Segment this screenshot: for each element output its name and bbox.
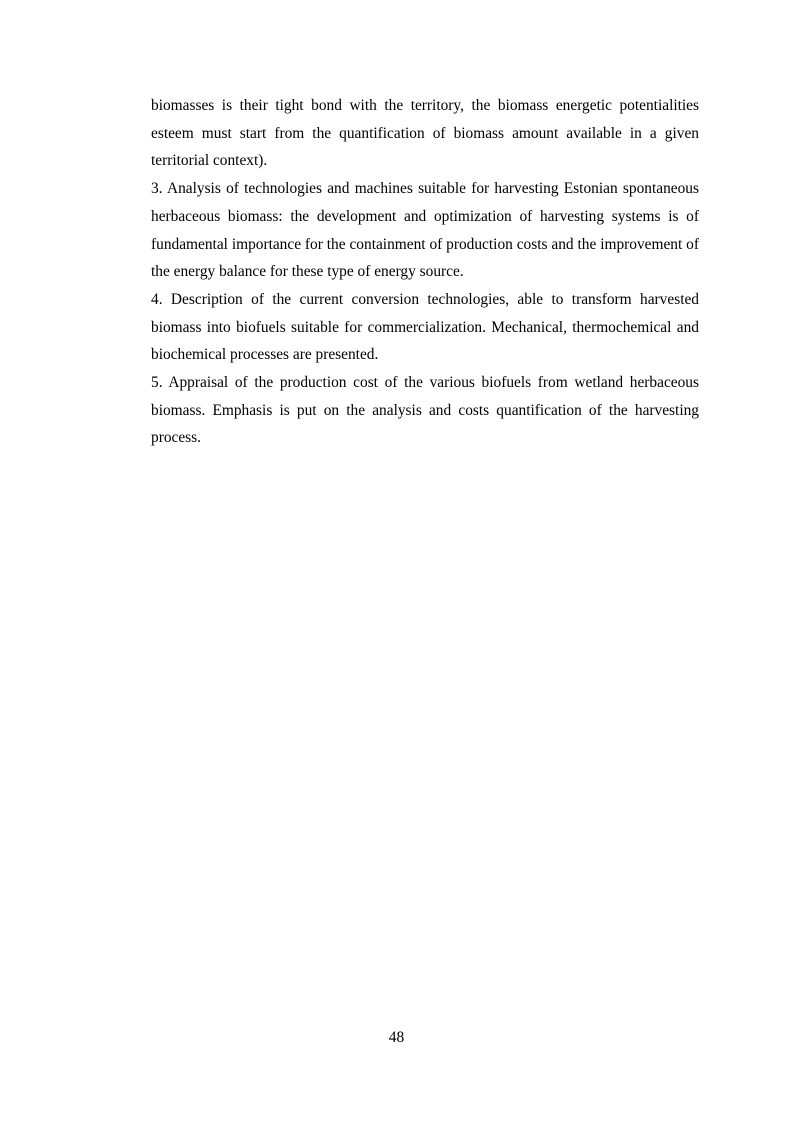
paragraph-item-3: 3. Analysis of technologies and machines suitable for harvesting Estonian spontaneous herbaceous biomass: the development and optimization of harvesting systems is of fundamental importance for the containment of production costs and the improvement of the energy balance for these type of energy source. bbox=[151, 180, 699, 281]
paragraph-item-4: 4. Description of the current conversion technologies, able to transform harvested biomass into biofuels suitable for commercialization. Mechanical, thermochemical and biochemical processes are presented. bbox=[151, 290, 699, 364]
paragraph-continuation: biomasses is their tight bond with the territory, the biomass energetic potentialities esteem must start from the quantification of biomass amount available in a given territorial context). bbox=[151, 97, 699, 170]
paragraph-item-5: 5. Appraisal of the production cost of the various biofuels from wetland herbaceous biomass. Emphasis is put on the analysis and costs quantification of the harvesting process. bbox=[151, 374, 699, 447]
page-number: 48 bbox=[388, 1029, 405, 1046]
body-text bbox=[151, 92, 699, 452]
